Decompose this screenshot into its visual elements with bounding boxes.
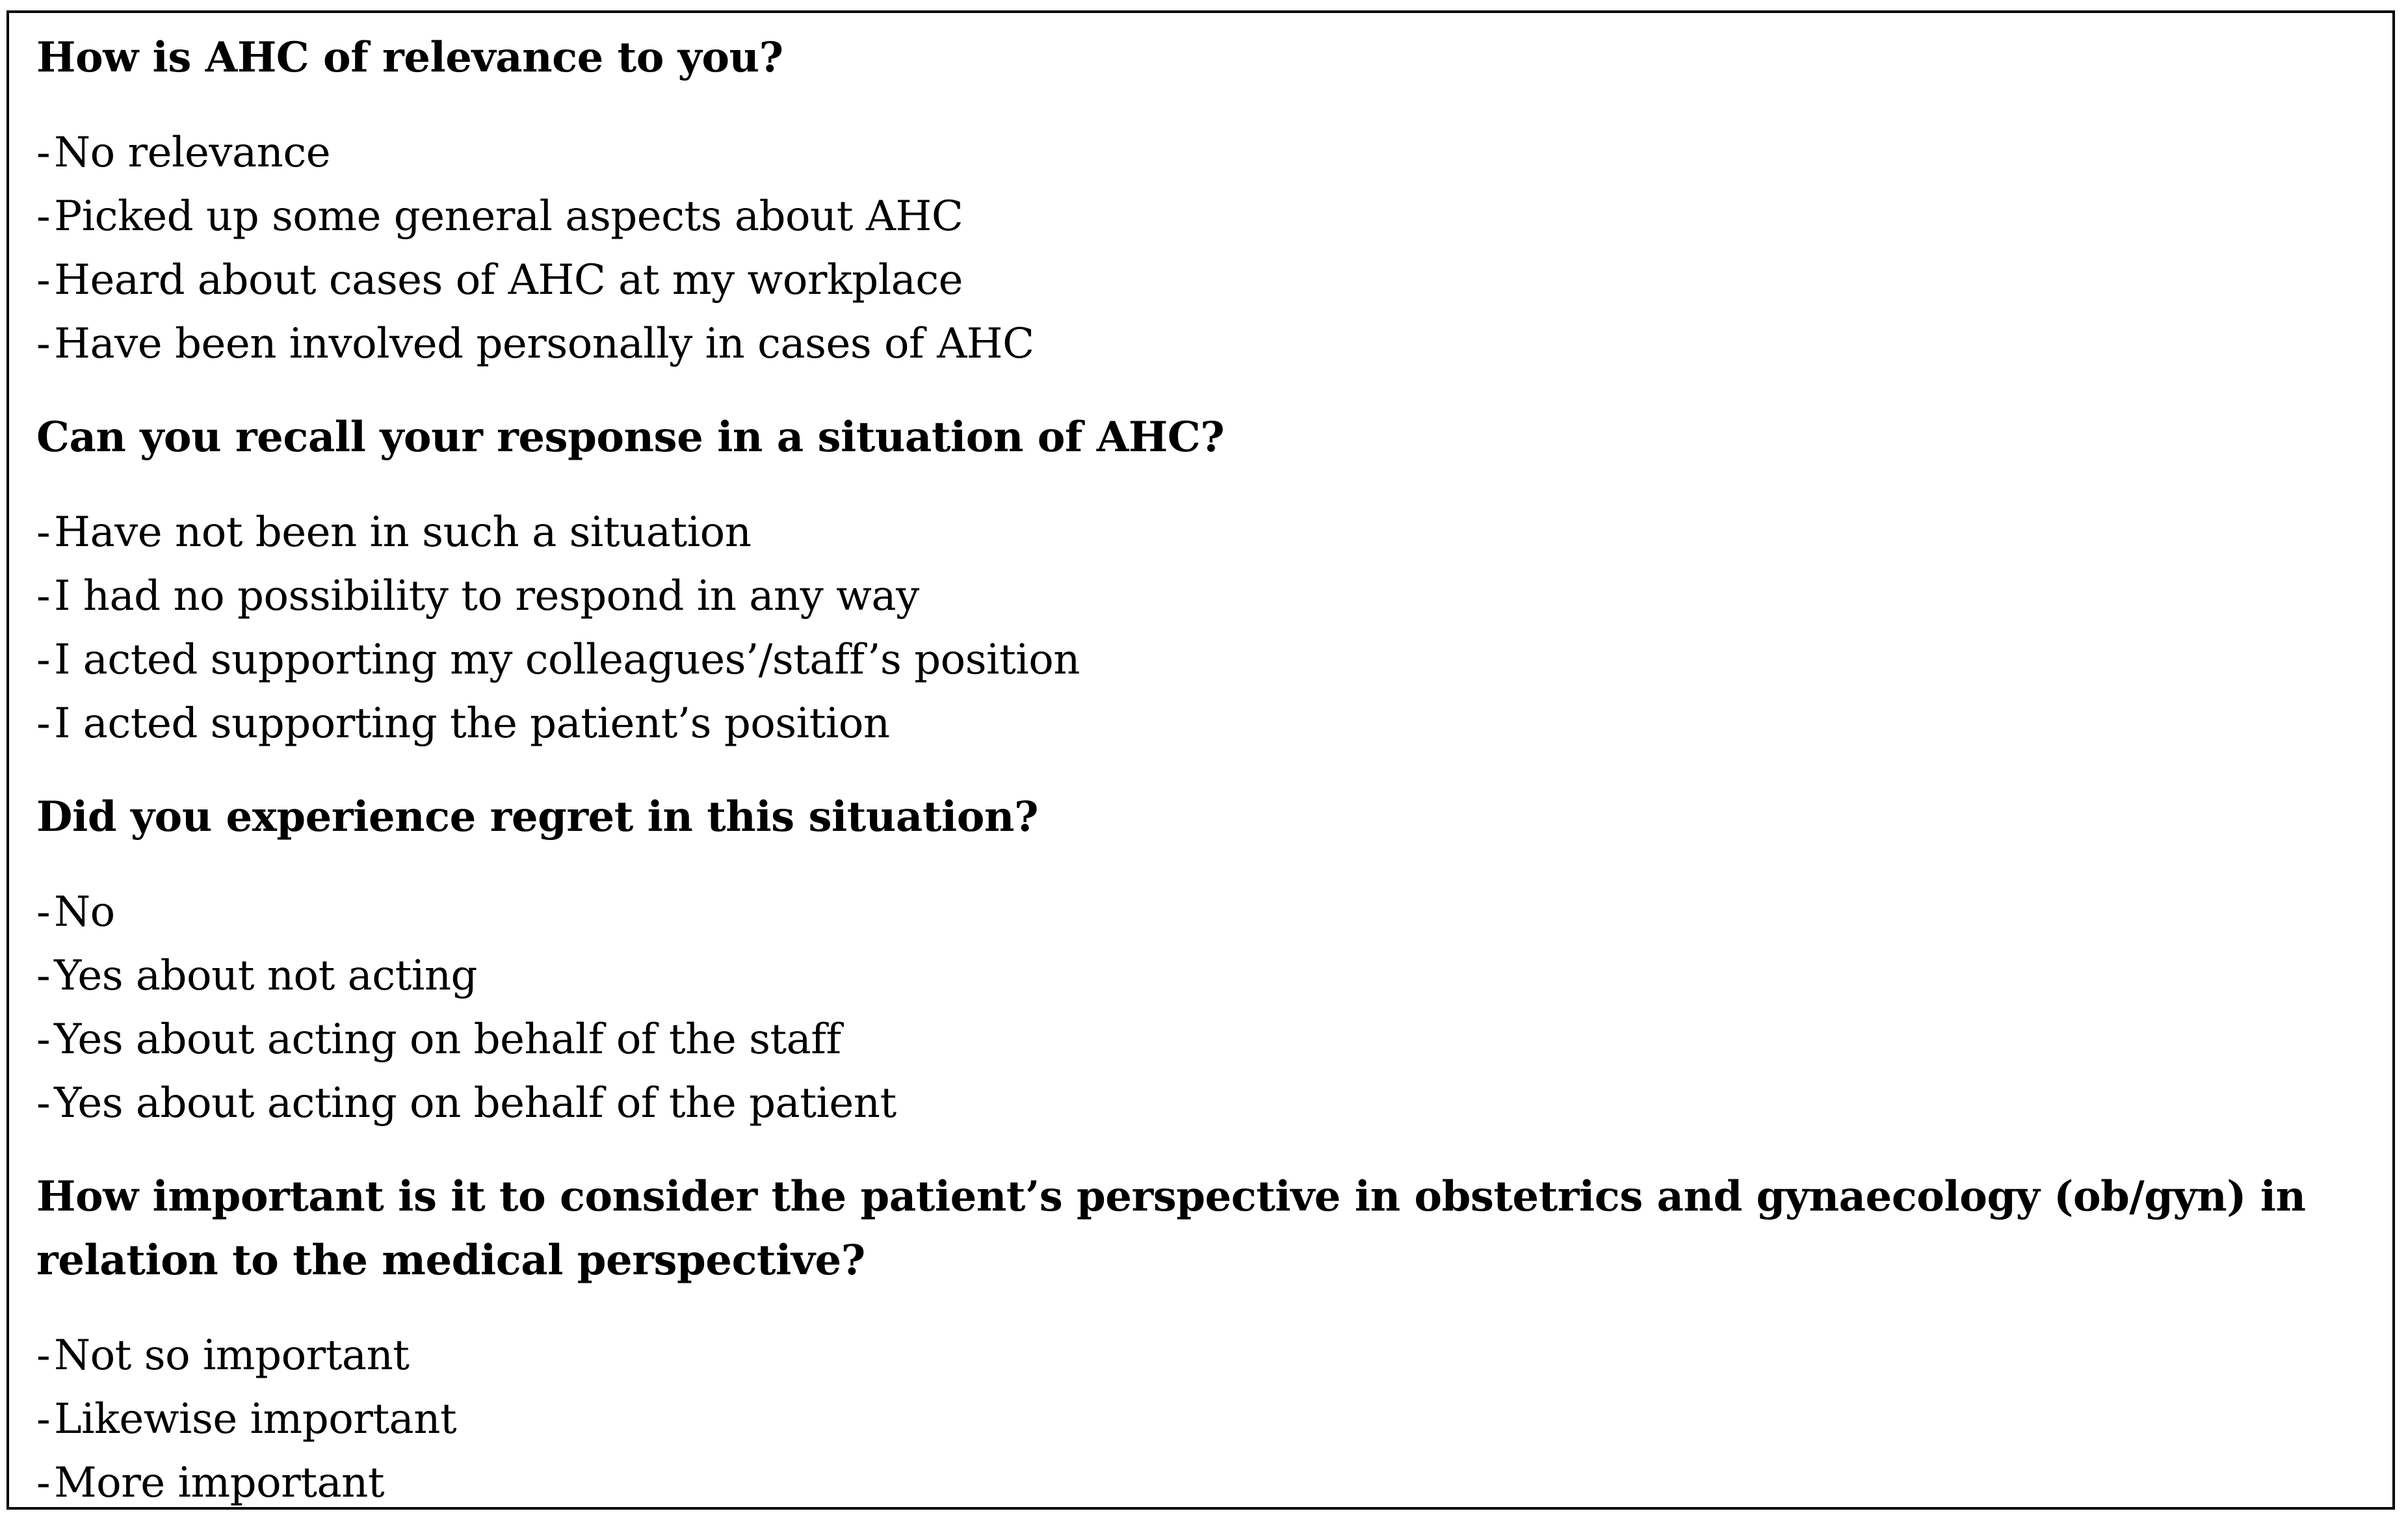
answer-option xyxy=(36,944,2392,1008)
dash: - xyxy=(36,1079,51,1127)
answer-list xyxy=(36,121,2392,376)
answer-option xyxy=(36,248,2392,312)
question-heading: How is AHC of relevance to you? xyxy=(36,33,783,82)
dash: - xyxy=(36,256,51,304)
answer-option xyxy=(36,312,2392,376)
answer-text: Yes about not acting xyxy=(54,952,477,1000)
answer-list xyxy=(36,1324,2392,1515)
answer-text: I acted supporting my colleagues’/staff’s position xyxy=(54,636,1080,684)
answer-option xyxy=(36,564,2392,628)
dash: - xyxy=(36,320,51,368)
answer-option xyxy=(36,692,2392,755)
dash: - xyxy=(36,700,51,748)
answer-text: Picked up some general aspects about AHC xyxy=(54,192,963,241)
answer-text: Have not been in such a situation xyxy=(54,508,752,557)
answer-option xyxy=(36,1008,2392,1071)
question-block-importance xyxy=(36,1165,2392,1515)
answer-text: No xyxy=(54,888,115,936)
question-block-relevance xyxy=(36,26,2392,376)
dash: - xyxy=(36,1016,51,1064)
answer-option xyxy=(36,501,2392,564)
dash: - xyxy=(36,508,51,557)
dash: - xyxy=(36,636,51,684)
dash: - xyxy=(36,129,51,177)
answer-text: Have been involved personally in cases of AHC xyxy=(54,320,1034,368)
answer-option xyxy=(36,1071,2392,1135)
answer-option xyxy=(36,185,2392,248)
answer-option xyxy=(36,880,2392,944)
question-heading: Can you recall your response in a situation of AHC? xyxy=(36,413,1225,462)
dash: - xyxy=(36,572,51,620)
dash: - xyxy=(36,1459,51,1507)
dash: - xyxy=(36,192,51,241)
questionnaire-box xyxy=(7,10,2395,1510)
answer-text: Heard about cases of AHC at my workplace xyxy=(54,256,963,304)
dash: - xyxy=(36,1395,51,1443)
answer-option xyxy=(36,121,2392,185)
answer-list xyxy=(36,880,2392,1135)
answer-text: No relevance xyxy=(54,129,331,177)
answer-option xyxy=(36,1324,2392,1387)
answer-text: Not so important xyxy=(54,1332,410,1380)
answer-text: Likewise important xyxy=(54,1395,457,1443)
question-heading: Did you experience regret in this situation? xyxy=(36,793,1038,841)
answer-text: Yes about acting on behalf of the staff xyxy=(54,1016,841,1064)
answer-option xyxy=(36,1451,2392,1515)
answer-text: More important xyxy=(54,1459,385,1507)
answer-text: Yes about acting on behalf of the patient xyxy=(54,1079,896,1127)
question-block-response xyxy=(36,406,2392,755)
answer-text: I had no possibility to respond in any way xyxy=(54,572,919,620)
answer-text: I acted supporting the patient’s position xyxy=(54,700,890,748)
dash: - xyxy=(36,888,51,936)
question-heading: How important is it to consider the patient’s perspective in obstetrics and gynaecology (ob/gyn) in relation to the medical perspective? xyxy=(36,1172,2306,1285)
question-block-regret xyxy=(36,785,2392,1135)
answer-option xyxy=(36,628,2392,692)
dash: - xyxy=(36,1332,51,1380)
answer-option xyxy=(36,1387,2392,1451)
dash: - xyxy=(36,952,51,1000)
answer-list xyxy=(36,501,2392,755)
